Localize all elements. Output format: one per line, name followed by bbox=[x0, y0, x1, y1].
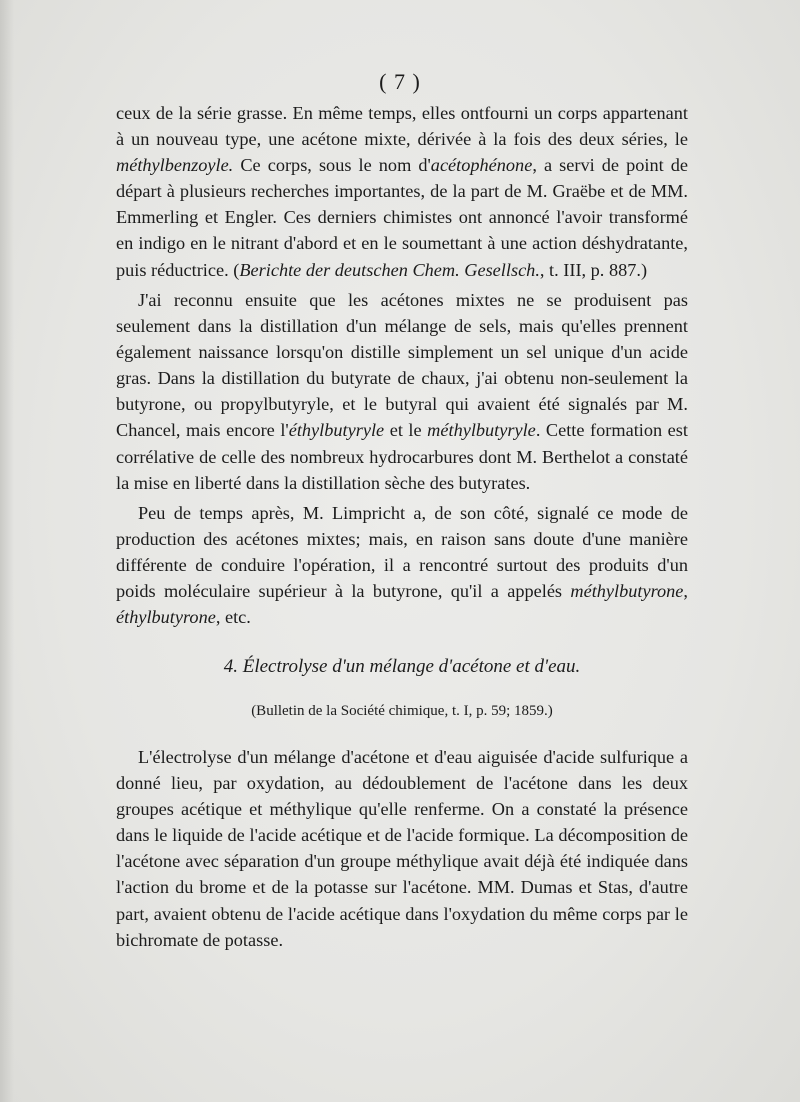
italic-term: méthylbenzoyle. bbox=[116, 155, 234, 176]
text-run: J'ai reconnu ensuite que les acétones mixtes ne se produisent pas seulement dans la distillation d'un mélange de sels, mais qu'elles prennent également naissance lorsqu'on distille simplement un sel unique d'un acide gras. Dans la distillation du butyrate de chaux, j'ai obtenu non-seulement la butyrone, ou propylbutyryle, et le butyral qui avaient été signalés par M. Chancel, mais encore l' bbox=[116, 290, 688, 441]
text-run: , etc. bbox=[215, 607, 251, 628]
text-run: Peu de temps après, M. Limpricht a, de son côté, signalé ce mode de production des acétones mixtes; mais, en raison sans doute d'une manière différente de conduire l'opération, il a rencontré surtout des produits d'un poids moléculaire supérieur à la butyrone, qu'il a appelés bbox=[116, 503, 688, 602]
text-run: , a servi de point de départ à plusieurs recherches importantes, de la part de M. Graëbe et de MM. Emmerling et Engler. Ces derniers chimistes ont annoncé l'avoir transformé en indigo en le nitrant d'abord et en le soumettant à une action déshydratante, puis réductrice. ( bbox=[116, 155, 688, 280]
italic-term: éthylbutyryle bbox=[288, 420, 385, 441]
italic-term: méthylbutyrone bbox=[570, 581, 684, 602]
page-edge-shadow bbox=[0, 0, 14, 1102]
paragraph-text bbox=[116, 100, 688, 283]
paragraph-4 bbox=[116, 744, 688, 953]
text-run: , t. III, p. 887.) bbox=[539, 259, 648, 280]
italic-term: éthylbutyrone bbox=[116, 607, 216, 628]
italic-term: Berichte der deutschen Chem. Gesellsch. bbox=[239, 259, 540, 280]
text-run: , bbox=[683, 581, 688, 602]
paragraph-1 bbox=[116, 100, 688, 283]
italic-term: acétophénone bbox=[430, 155, 533, 176]
page-number: ( 7 ) bbox=[379, 69, 421, 94]
section-heading: 4. Électrolyse d'un mélange d'acétone et d'eau. bbox=[223, 656, 581, 677]
paragraph-3 bbox=[116, 500, 688, 630]
paragraph-text bbox=[116, 500, 688, 630]
paragraph-text bbox=[116, 287, 688, 496]
text-run: et le bbox=[384, 420, 428, 441]
text-run: . Cette formation est corrélative de celle des nombreux hydrocarbures dont M. Berthelot a constaté la mise en liberté dans la distillation sèche des butyrates. bbox=[116, 420, 688, 493]
section-citation: (Bulletin de la Société chimique, t. I, p. 59; 1859.) bbox=[251, 703, 553, 719]
italic-term: méthylbutyryle bbox=[427, 420, 536, 441]
text-run: ceux de la série grasse. En même temps, elles ontfourni un corps appartenant à un nouveau type, une acétone mixte, dérivée à la fois des deux séries, le bbox=[116, 103, 688, 150]
paragraph-text: L'électrolyse d'un mélange d'acétone et d'eau aiguisée d'acide sulfurique a donné lieu, par oxydation, au dédoublement de l'acétone dans les deux groupes acétique et méthylique qu'elle renferme. On a constaté la présence dans le liquide de l'acide acétique et de l'acide formique. La décomposition de l'acétone avec séparation d'un groupe méthylique avait déjà été indiquée dans l'action du brome et de la potasse sur l'acétone. MM. Dumas et Stas, d'autre part, avaient obtenu de l'acide acétique dans l'oxydation du même corps par le bichromate de potasse. bbox=[116, 747, 688, 950]
text-run: Ce corps, sous le nom d' bbox=[233, 155, 431, 176]
paragraph-2 bbox=[116, 287, 688, 496]
